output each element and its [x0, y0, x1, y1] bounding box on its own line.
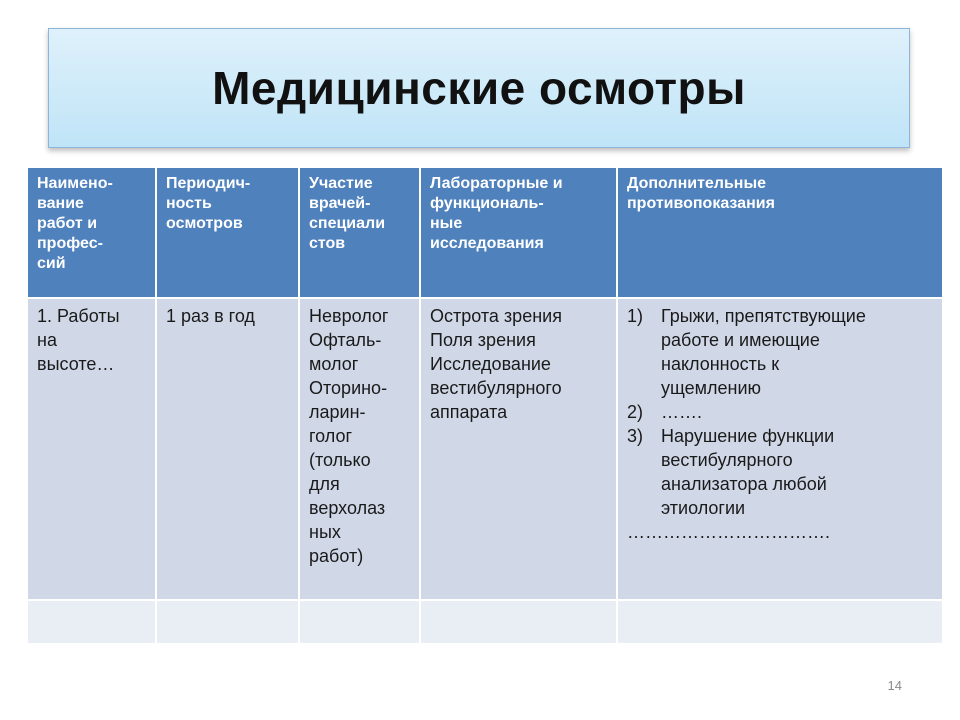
header-periodicity	[156, 167, 299, 298]
header-line: ные	[430, 215, 463, 232]
cell-line: молог	[309, 354, 359, 374]
cell-contraindications	[617, 298, 943, 600]
cell-line: Острота зрения	[430, 306, 562, 326]
cell-line: работ)	[309, 546, 364, 566]
list-item-line: ущемлению	[661, 378, 762, 398]
header-line: работ и	[37, 215, 98, 232]
table-header-row	[27, 167, 943, 298]
empty-cell	[299, 600, 420, 644]
list-item-line: анализатора любой	[661, 474, 827, 494]
list-item	[627, 400, 933, 424]
list-item-line: Нарушение функции	[661, 426, 835, 446]
cell-line: (только	[309, 450, 371, 470]
table-row	[27, 298, 943, 600]
header-line: Наимено-	[37, 175, 113, 192]
cell-periodicity	[156, 298, 299, 600]
header-line: специали	[309, 215, 386, 232]
header-specialists	[299, 167, 420, 298]
slide-title: Медицинские осмотры	[212, 62, 746, 114]
cell-line: ларин-	[309, 402, 366, 422]
cell-specialists	[299, 298, 420, 600]
cell-line: 1. Работы	[37, 306, 120, 326]
header-lab-tests	[420, 167, 617, 298]
header-line: врачей-	[309, 195, 371, 212]
contraindications-ellipsis: …………………………….	[627, 522, 831, 542]
contraindications-list	[627, 304, 933, 520]
list-item	[627, 304, 933, 400]
empty-cell	[27, 600, 156, 644]
cell-lab-tests	[420, 298, 617, 600]
cell-line: Поля зрения	[430, 330, 536, 350]
cell-line: аппарата	[430, 402, 508, 422]
header-line: профес-	[37, 235, 103, 252]
header-line: ность	[166, 195, 212, 212]
cell-line: голог	[309, 426, 353, 446]
header-line: осмотров	[166, 215, 243, 232]
empty-cell	[156, 600, 299, 644]
header-line: стов	[309, 235, 346, 252]
list-item-line: этиологии	[661, 498, 746, 518]
list-item-line: вестибулярного	[661, 450, 793, 470]
header-line: исследования	[430, 235, 544, 252]
list-item	[627, 424, 933, 520]
table-row-empty	[27, 600, 943, 644]
list-item-number: 1)	[627, 306, 644, 326]
empty-cell	[617, 600, 943, 644]
cell-line: Оторино-	[309, 378, 388, 398]
cell-line: 1 раз в год	[166, 306, 255, 326]
list-item-line: наклонность к	[661, 354, 780, 374]
cell-line: для	[309, 474, 340, 494]
cell-work-name	[27, 298, 156, 600]
header-line: Периодич-	[166, 175, 251, 192]
list-item-line: Грыжи, препятствующие	[661, 306, 866, 326]
header-line: сий	[37, 255, 66, 272]
header-line: функциональ-	[430, 195, 544, 212]
header-line: Участие	[309, 175, 373, 192]
list-item-number: 3)	[627, 426, 644, 446]
list-item-line: работе и имеющие	[661, 330, 820, 350]
empty-cell	[420, 600, 617, 644]
cell-line: Невролог	[309, 306, 389, 326]
cell-line: ных	[309, 522, 341, 542]
header-work-name	[27, 167, 156, 298]
header-line: противопоказания	[627, 195, 775, 212]
list-item-line: …….	[661, 402, 703, 422]
list-item-number: 2)	[627, 402, 644, 422]
header-line: Дополнительные	[627, 175, 767, 192]
cell-line: высоте…	[37, 354, 115, 374]
cell-line: вестибулярного	[430, 378, 562, 398]
medical-exams-table	[26, 166, 944, 645]
header-contraindications	[617, 167, 943, 298]
cell-line: Офталь-	[309, 330, 382, 350]
header-line: Лабораторные и	[430, 175, 563, 192]
header-line: вание	[37, 195, 84, 212]
cell-line: верхолаз	[309, 498, 386, 518]
cell-line: Исследование	[430, 354, 551, 374]
title-box	[48, 28, 910, 148]
cell-line: на	[37, 330, 57, 350]
page-number: 14	[887, 678, 902, 693]
